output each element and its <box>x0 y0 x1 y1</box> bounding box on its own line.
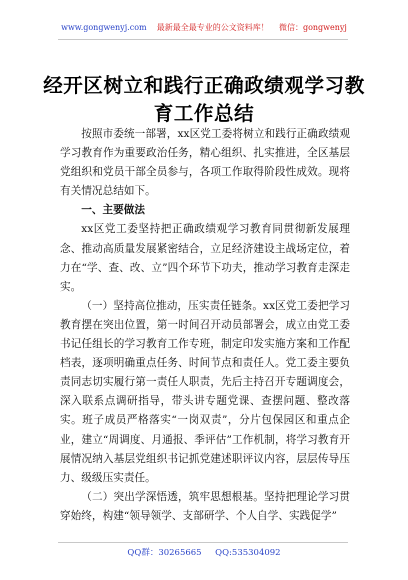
qq-number: QQ:535304092 <box>215 548 281 558</box>
intro-paragraph: 按照市委统一部署，xx区党工委将树立和践行正确政绩观学习教育作为重要政治任务，精心组织、扎实推进，全区基层党组织和党员干部全员参与，各项工作取得阶段性成效。现将有关情况总结如下。 <box>60 128 350 198</box>
section-heading: 一、主要做法 <box>81 204 146 217</box>
site-url[interactable]: www.gongwenyj.com <box>61 23 147 32</box>
item-paragraph-1: （一）坚持高位推动，压实责任链条。xx区党工委把学习教育摆在突出位置，第一时间召开动员部署会，成立由党工委书记任组长的学习教育工作专班，制定印发实施方案和工作配档表，逐项明确重点任务、时间节点和责任人。党工委主要负责同志切实履行第一责任人职责，先后主持召开专题调度会，深入联系点调研指导，带头讲专题党课、查摆问题、整改落实。班子成员严格落实“一岗双责”，分片包保园区和重点企业，建立“周调度、月通报、季评估”工作机制，将学习教育开展情况纳入基层党组织书记抓党建述职评议内容，层层传导压力、级级压实责任。 <box>60 299 350 484</box>
header-divider <box>58 39 348 40</box>
item-paragraph-2: （二）突出学深悟透，筑牢思想根基。坚持把理论学习贯穿始终，构建“领导领学、支部研学、个人自学、实践促学” <box>60 490 350 522</box>
document-title: 经开区树立和践行正确政绩观学习教育工作总结 <box>43 74 365 125</box>
site-footer <box>0 546 408 558</box>
wechat-id: 微信：gongwenyj <box>278 23 347 32</box>
qq-group: QQ群：30265665 <box>127 548 202 558</box>
footer-divider <box>58 542 348 543</box>
site-slogan: 最新最全最专业的公文资料库！ <box>156 23 269 32</box>
section-paragraph: xx区党工委坚持把正确政绩观学习教育同贯彻新发展理念、推动高质量发展紧密结合，立足经济建设主战场定位，着力在“学、查、改、立”四个环节下功夫，推动学习教育走深走实。 <box>60 223 350 293</box>
site-header <box>0 22 408 33</box>
document-body <box>60 125 350 526</box>
